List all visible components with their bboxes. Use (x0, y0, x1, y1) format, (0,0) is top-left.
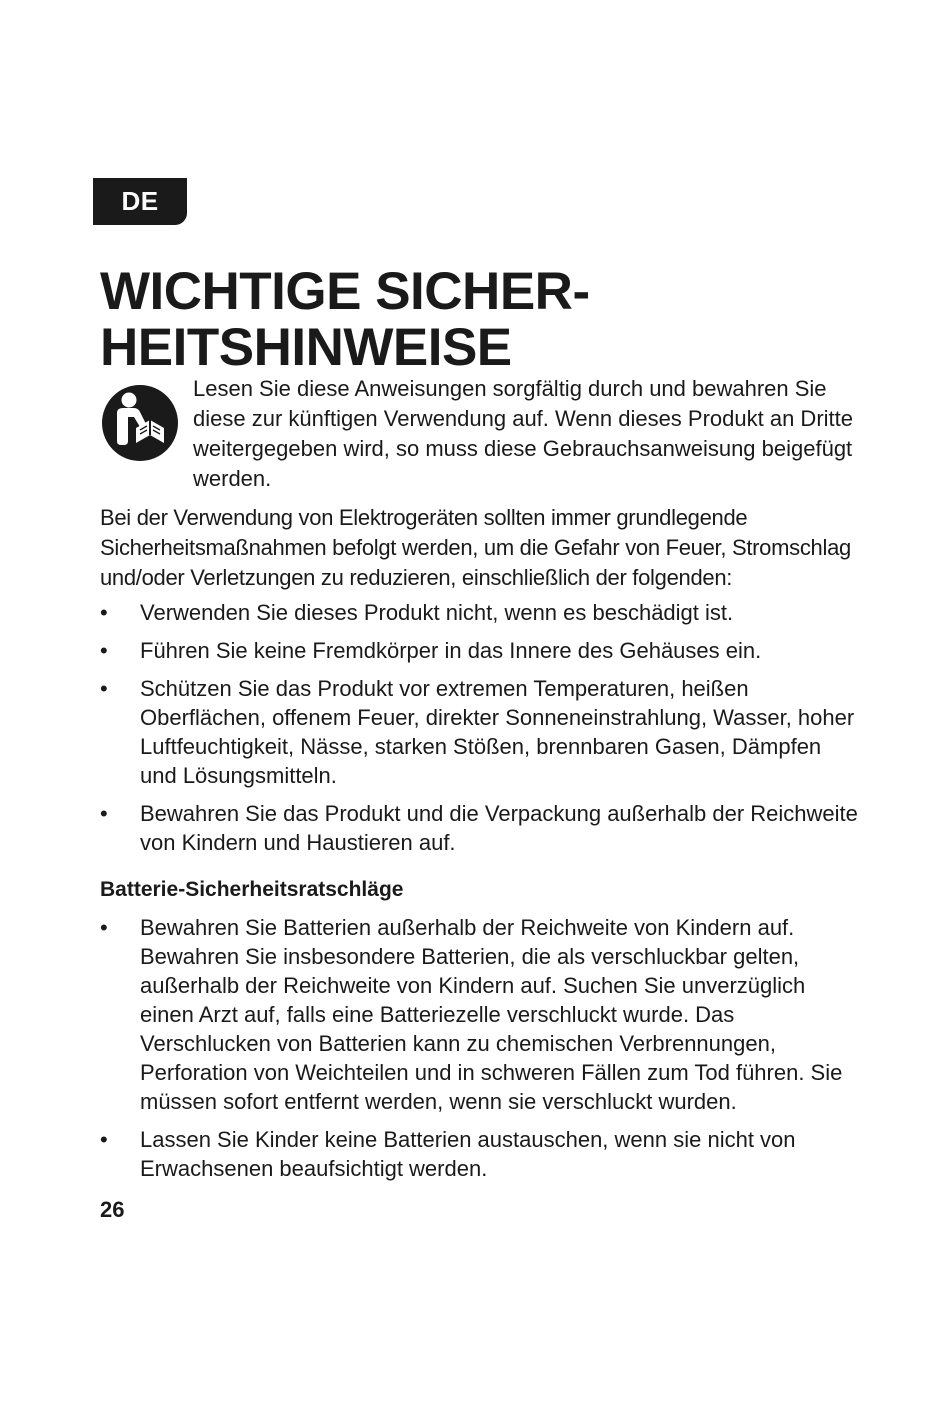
page-title-line-2: HEITSHINWEISE (100, 318, 512, 377)
bullet-icon: • (100, 638, 108, 663)
list-item (100, 913, 860, 1116)
bullet-icon: • (100, 801, 108, 826)
body-text: Bei der Verwendung von Elektrogeräten sollten immer grundlegende Sicherheitsmaßnahmen befolgt werden, um die Gefahr von Feuer, Stromschlag und/oder Verletzungen zu reduzieren, einschließlich der folgenden: (100, 505, 851, 590)
bullet-icon: • (100, 676, 108, 701)
page-title-line-1: WICHTIGE SICHER- (100, 262, 590, 321)
list-item (100, 1125, 860, 1183)
bullet-icon: • (100, 915, 108, 940)
language-tab: DE (93, 178, 187, 225)
intro-text: Lesen Sie diese Anweisungen sorgfältig durch und bewahren Sie diese zur künftigen Verwendung auf. Wenn dieses Produkt an Dritte weitergegeben wird, so muss diese Gebrauchsanweisung beigefügt werden. (193, 376, 853, 491)
list-item-text: Bewahren Sie Batterien außerhalb der Reichweite von Kindern auf. Bewahren Sie insbesondere Batterien, die als verschluckbar gelten, außerhalb der Reichweite von Kindern auf. Suchen Sie unverzüglich einen Arzt auf, falls eine Batteriezelle verschluckt wurde. Das Verschlucken von Batterien kann zu chemischen Verbrennungen, Perforation von Weichteilen und in schweren Fällen zum Tod führen. Sie müssen sofort entfernt werden, wenn sie verschluckt wurden. (140, 915, 843, 1114)
safety-bullet-list (100, 598, 860, 866)
read-manual-icon (100, 383, 180, 463)
battery-bullet-list (100, 913, 860, 1192)
bullet-icon: • (100, 600, 108, 625)
page-number: 26 (100, 1197, 125, 1222)
list-item-text: Verwenden Sie dieses Produkt nicht, wenn es beschädigt ist. (140, 600, 734, 625)
list-item-text: Schützen Sie das Produkt vor extremen Temperaturen, heißen Oberflächen, offenem Feuer, direkter Sonneneinstrahlung, Wasser, hoher Luftfeuchtigkeit, Nässe, starken Stößen, brennbaren Gasen, Dämpfen und Lösungsmitteln. (140, 676, 855, 788)
battery-section-heading: Batterie-Sicherheitsratschläge (100, 878, 404, 901)
page-title (100, 264, 860, 376)
bullet-icon: • (100, 1127, 108, 1152)
list-item-text: Bewahren Sie das Produkt und die Verpackung außerhalb der Reichweite von Kindern und Haustieren auf. (140, 801, 858, 855)
list-item-text: Führen Sie keine Fremdkörper in das Innere des Gehäuses ein. (140, 638, 762, 663)
list-item (100, 674, 860, 790)
list-item (100, 799, 860, 857)
list-item-text: Lassen Sie Kinder keine Batterien austauschen, wenn sie nicht von Erwachsenen beaufsichtigt werden. (140, 1127, 796, 1181)
list-item (100, 636, 860, 665)
list-item (100, 598, 860, 627)
